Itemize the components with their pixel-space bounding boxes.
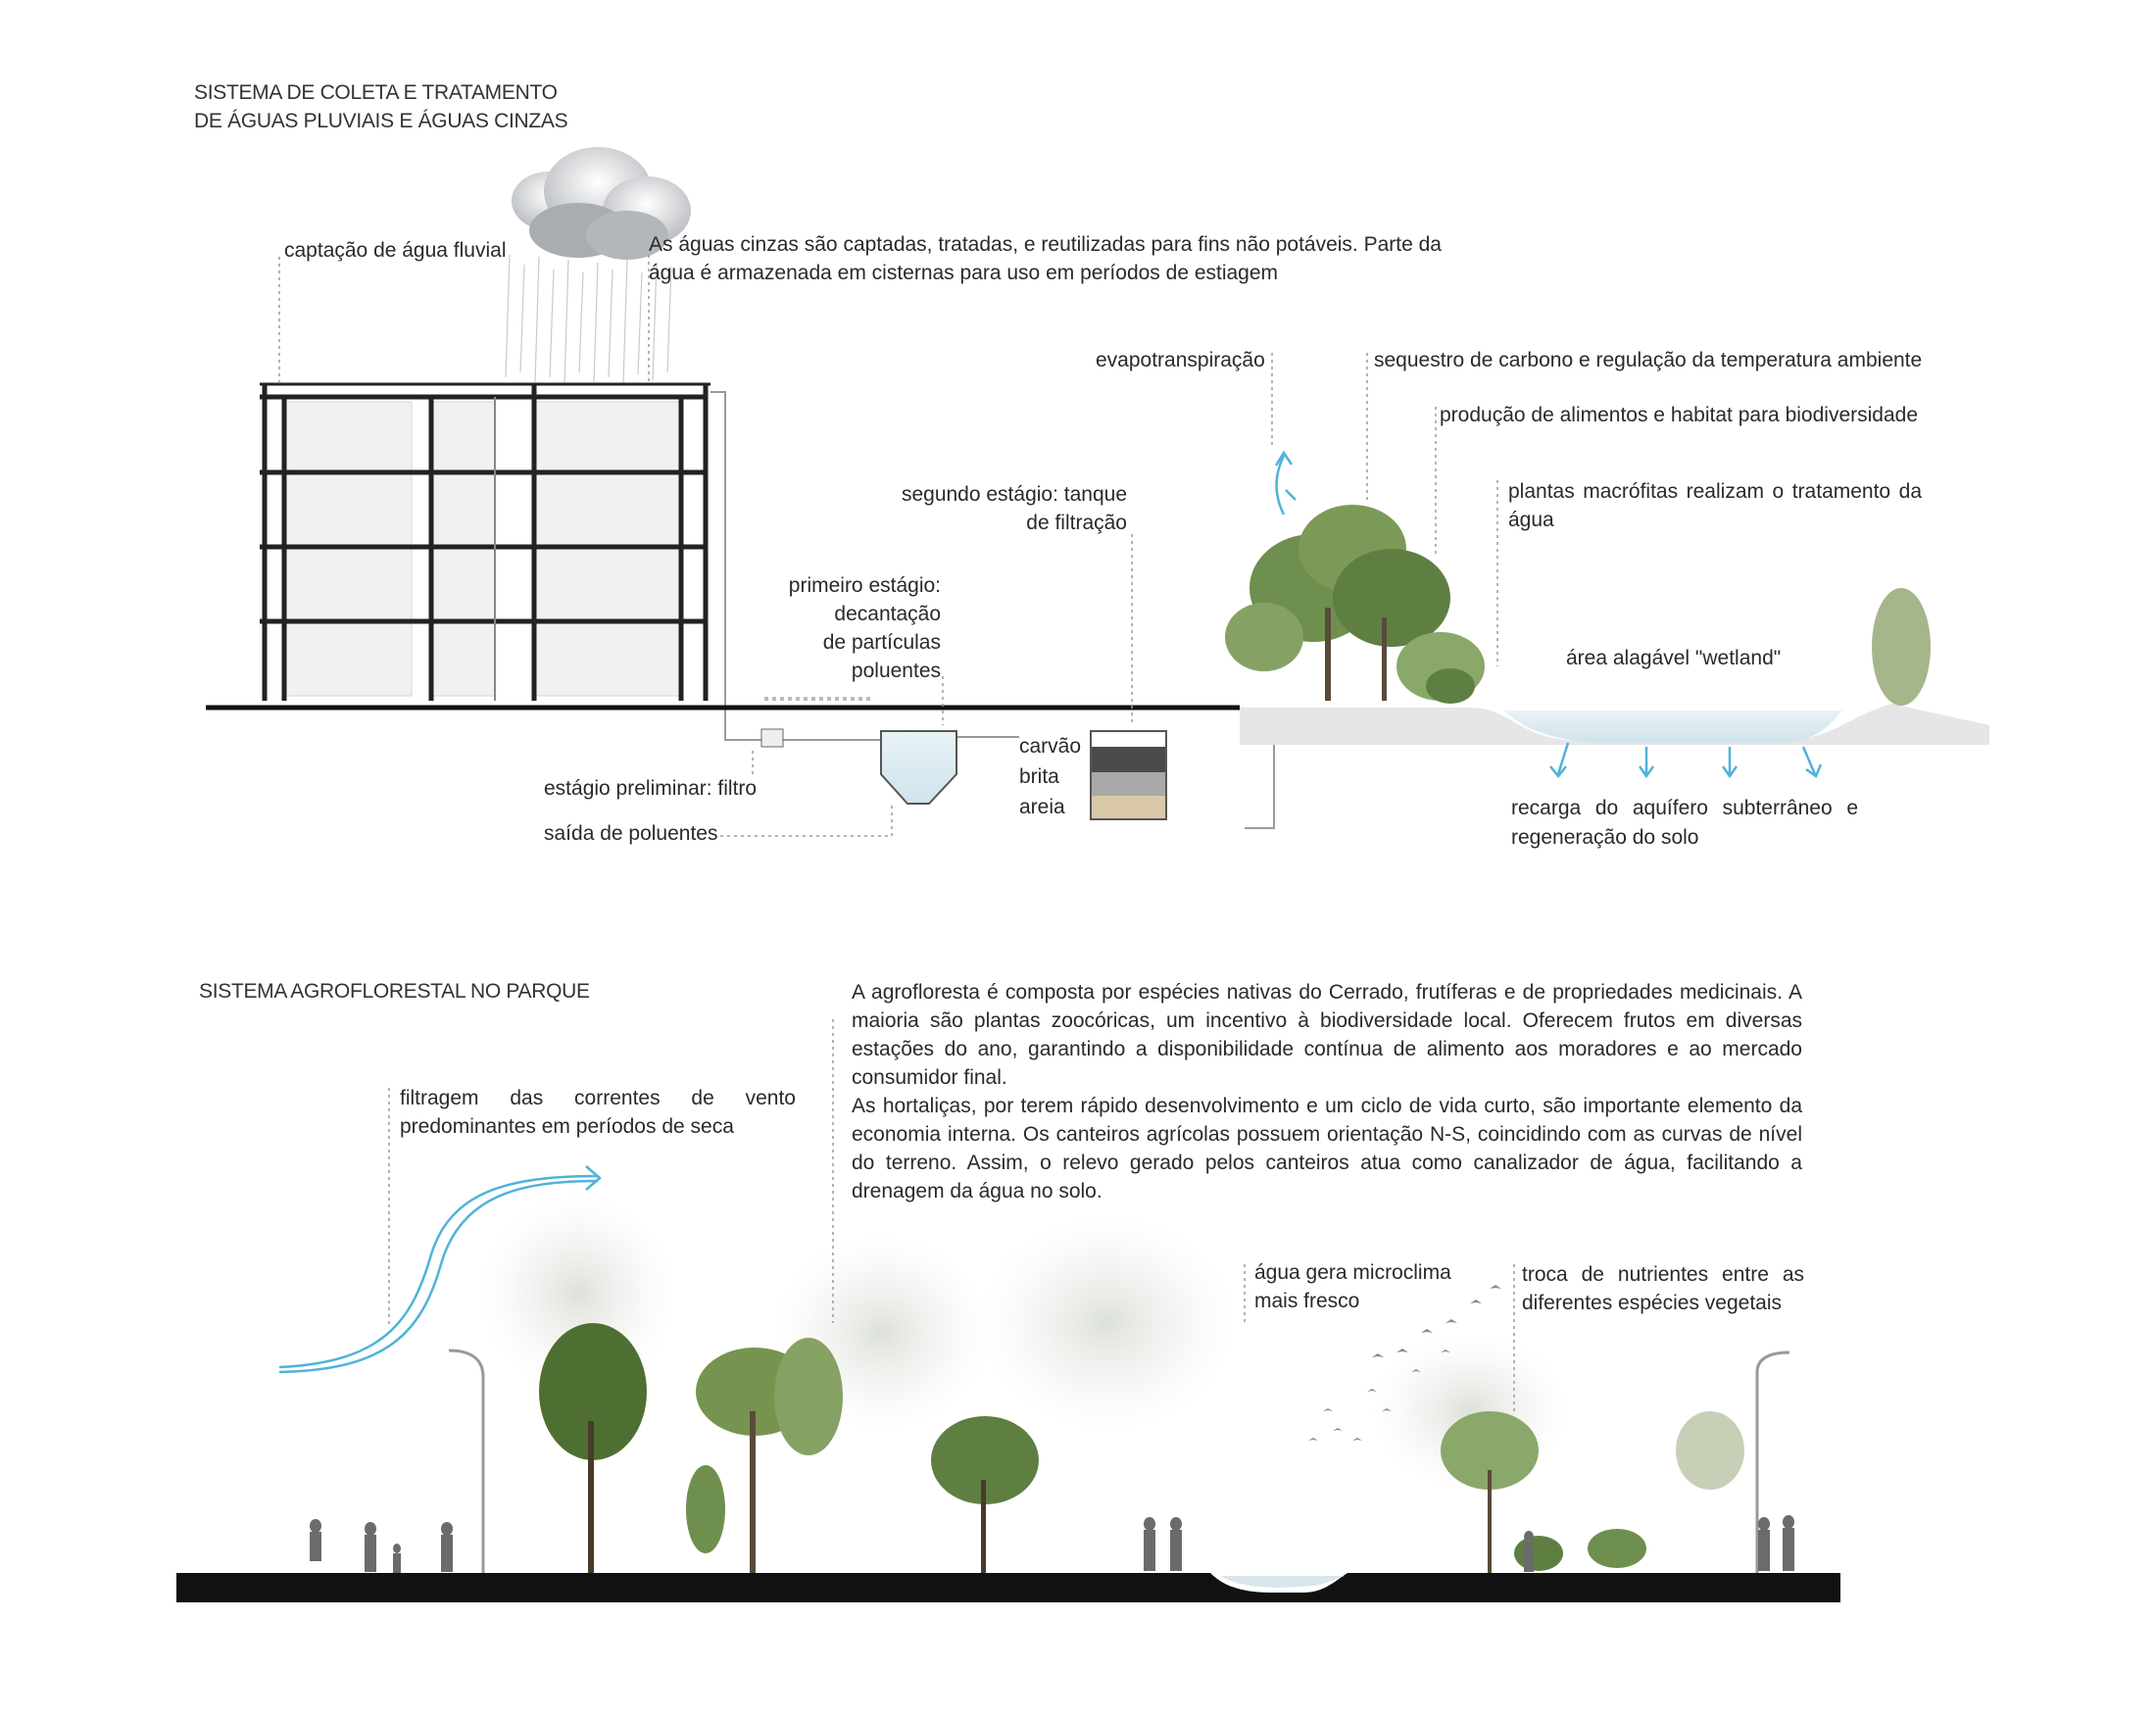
filtration-tank (1091, 731, 1166, 819)
label-microclima-line2: mais fresco (1254, 1290, 1360, 1312)
section1-title-line1: SISTEMA DE COLETA E TRATAMENTO (194, 81, 558, 104)
label-primeiro-line2: decantação (834, 603, 941, 625)
label-primeiro-line1: primeiro estágio: (788, 574, 941, 597)
label-evapotranspiracao: evapotranspiração (1096, 349, 1265, 371)
label-aguas-cinzas-line1: As águas cinzas são captadas, tratadas, e reutilizadas para fins não potáveis. Parte da (649, 233, 1442, 256)
agroforest-description (852, 978, 1802, 1205)
label-segundo-line1: segundo estágio: tanque (901, 483, 1127, 506)
label-saida: saída de poluentes (544, 822, 718, 845)
section1-title-line2: DE ÁGUAS PLUVIAIS E ÁGUAS CINZAS (194, 110, 568, 132)
label-filtragem-line1: filtragem das correntes de vento (400, 1087, 796, 1109)
label-segundo-line2: de filtração (1026, 512, 1127, 534)
label-recarga-line2: regeneração do solo (1511, 826, 1699, 849)
park-ground (176, 1573, 1840, 1602)
label-primeiro-line4: poluentes (851, 660, 941, 682)
rain-lines (506, 255, 671, 384)
label-carvao: carvão (1019, 735, 1082, 758)
building-section (260, 384, 710, 701)
label-primeiro-line3: de partículas (822, 631, 941, 654)
label-areia: areia (1019, 796, 1065, 818)
preliminary-filter (761, 729, 783, 747)
label-troca-line1: troca de nutrientes entre as (1522, 1263, 1804, 1286)
label-preliminar: estágio preliminar: filtro (544, 777, 758, 800)
label-sequestro: sequestro de carbono e regulação da temperatura ambiente (1374, 349, 1923, 371)
people-figures (310, 1515, 1794, 1573)
label-macrofitas-line1: plantas macrófitas realizam o tratamento da (1508, 480, 1922, 503)
label-wetland: área alagável "wetland" (1566, 647, 1782, 669)
section2-title: SISTEMA AGROFLORESTAL NO PARQUE (199, 980, 590, 1003)
street-lamp-left (449, 1350, 483, 1573)
label-recarga-line1: recarga do aquífero subterrâneo e (1511, 797, 1858, 819)
label-macrofitas-line2: água (1508, 509, 1554, 531)
label-troca-line2: diferentes espécies vegetais (1522, 1292, 1782, 1314)
label-aguas-cinzas-line2: água é armazenada em cisternas para uso em períodos de estiagem (649, 262, 1279, 284)
label-microclima-line1: água gera microclima (1254, 1261, 1451, 1284)
agroforest-paragraph-1: A agrofloresta é composta por espécies nativas do Cerrado, frutíferas e de propriedades medicinais. A maioria são plantas zoocóricas, um incentivo à biodiversidade local. Oferecem frutos em diversas estações do ano, garantindo a disponibilidade contínua de alimento aos moradores e ao mercado consumidor final. (852, 981, 1802, 1089)
label-brita: brita (1019, 765, 1059, 788)
decantation-tank (881, 731, 956, 804)
agroforest-paragraph-2: As hortaliças, por terem rápido desenvolvimento e um ciclo de vida curto, são importante elemento da economia interna. Os canteiros agrícolas possuem orientação N-S, coincidindo com as curvas de nível do terreno. Assim, o relevo gerado pelos canteiros atua como canalizador de água, facilitando a drenagem da água no solo. (852, 1095, 1802, 1203)
label-filtragem-line2: predominantes em períodos de seca (400, 1115, 734, 1138)
label-captacao: captação de água fluvial (284, 239, 507, 262)
label-producao: produção de alimentos e habitat para biodiversidade (1440, 404, 1918, 426)
